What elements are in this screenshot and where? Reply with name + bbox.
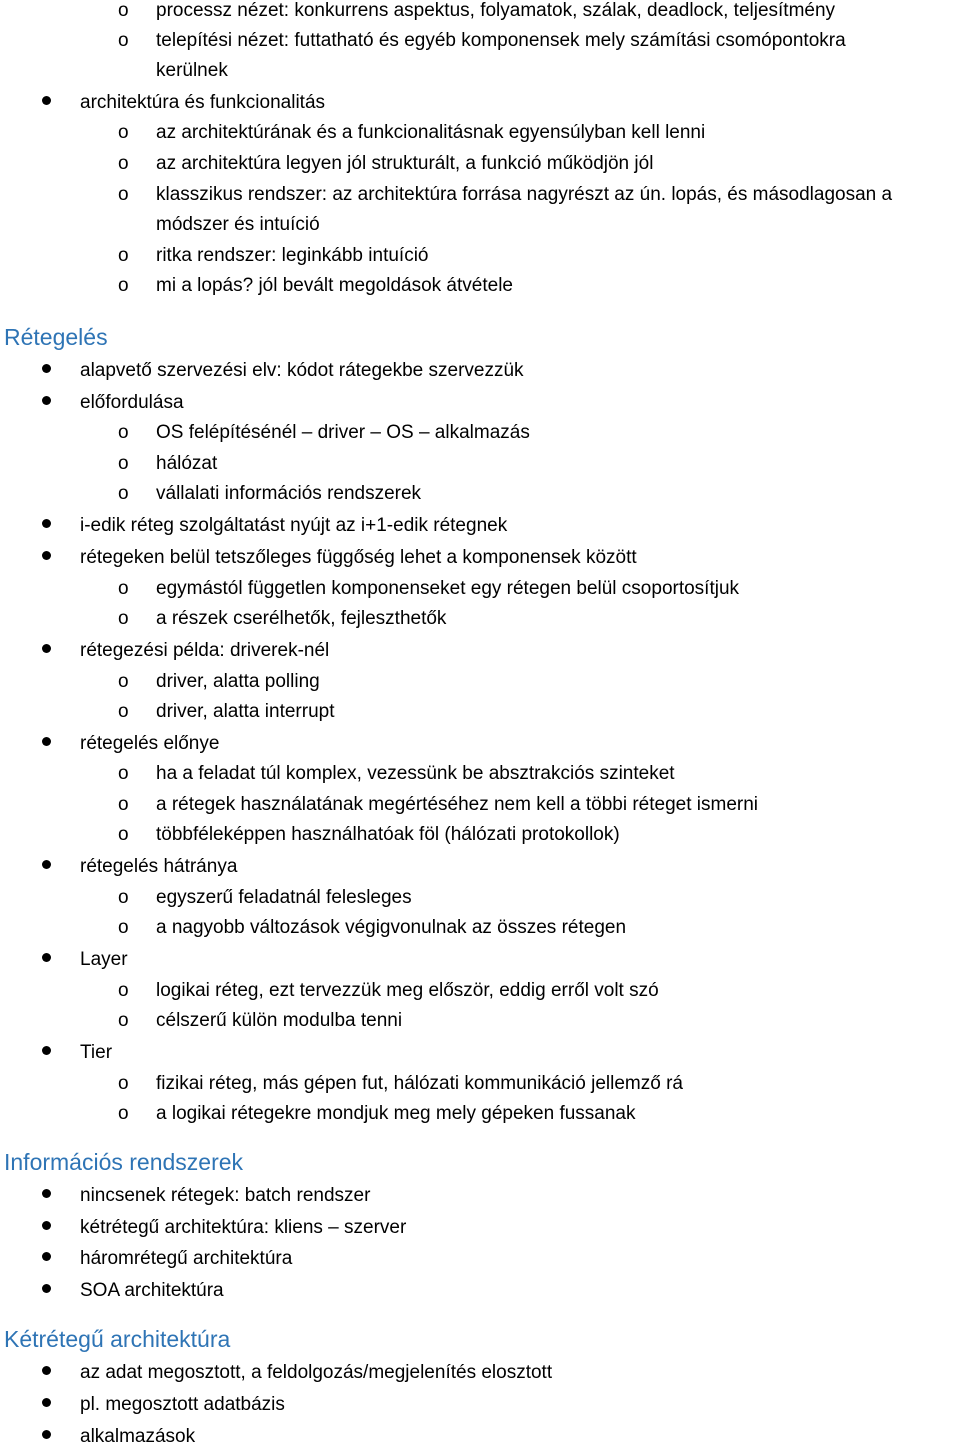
sub-bullet-marker: o bbox=[118, 422, 129, 443]
sub-bullet-marker: o bbox=[118, 1103, 129, 1124]
sub-bullet-item bbox=[0, 179, 960, 210]
item-text: egymástól független komponenseket egy rétegen belül csoportosítjuk bbox=[156, 578, 740, 599]
bullet-dot-icon bbox=[42, 728, 51, 759]
sub-bullet-marker: o bbox=[118, 917, 129, 938]
continuation-line bbox=[0, 209, 960, 240]
bullet-item bbox=[0, 851, 960, 882]
item-text: előfordulása bbox=[80, 392, 184, 413]
sub-bullet-marker: o bbox=[118, 671, 129, 692]
sub-bullet-item bbox=[0, 270, 960, 301]
sub-bullet-item bbox=[0, 417, 960, 448]
item-text: ritka rendszer: leginkább intuíció bbox=[156, 245, 429, 266]
bullet-item bbox=[0, 387, 960, 418]
bullet-item bbox=[0, 510, 960, 541]
sub-bullet-marker: o bbox=[118, 578, 129, 599]
sub-bullet-item bbox=[0, 1068, 960, 1099]
sub-bullet-marker: o bbox=[118, 245, 129, 266]
bullet-dot-icon bbox=[42, 387, 51, 418]
bullet-dot-icon bbox=[42, 1212, 51, 1243]
item-text: Tier bbox=[80, 1042, 113, 1063]
item-text: klasszikus rendszer: az architektúra forrása nagyrészt az ún. lopás, és másodlagosan a bbox=[156, 184, 893, 205]
bullet-item bbox=[0, 1389, 960, 1420]
bullet-item bbox=[0, 1180, 960, 1211]
sub-bullet-item bbox=[0, 975, 960, 1006]
item-text: rétegezési példa: driverek-nél bbox=[80, 640, 330, 661]
sub-bullet-item bbox=[0, 148, 960, 179]
bullet-item bbox=[0, 1037, 960, 1068]
item-text: célszerű külön modulba tenni bbox=[156, 1010, 403, 1031]
bullet-item bbox=[0, 1212, 960, 1243]
item-text: rétegelés hátránya bbox=[80, 856, 238, 877]
bullet-dot-icon bbox=[42, 1243, 51, 1274]
item-text: hálózat bbox=[156, 453, 218, 474]
bullet-item bbox=[0, 87, 960, 118]
sub-bullet-marker: o bbox=[118, 701, 129, 722]
sub-bullet-item bbox=[0, 1005, 960, 1036]
item-text: az architektúrának és a funkcionalitásnak egyensúlyban kell lenni bbox=[156, 122, 706, 143]
item-text: a rétegek használatának megértéséhez nem kell a többi réteget ismerni bbox=[156, 794, 759, 815]
sub-bullet-marker: o bbox=[118, 0, 129, 21]
sub-bullet-marker: o bbox=[118, 122, 129, 143]
bullet-item bbox=[0, 542, 960, 573]
item-text: ha a feladat túl komplex, vezessünk be absztrakciós szinteket bbox=[156, 763, 675, 784]
item-text: az adat megosztott, a feldolgozás/megjelenítés elosztott bbox=[80, 1362, 553, 1383]
bullet-dot-icon bbox=[42, 1389, 51, 1420]
sub-bullet-item bbox=[0, 912, 960, 943]
item-text: módszer és intuíció bbox=[156, 214, 320, 235]
bullet-dot-icon bbox=[42, 1275, 51, 1306]
item-text: az architektúra legyen jól strukturált, a funkció működjön jól bbox=[156, 153, 654, 174]
sub-bullet-marker: o bbox=[118, 608, 129, 629]
section-heading: Kétrétegű architektúra bbox=[4, 1326, 231, 1352]
item-text: architektúra és funkcionalitás bbox=[80, 92, 326, 113]
sub-bullet-item bbox=[0, 117, 960, 148]
sub-bullet-item bbox=[0, 0, 960, 26]
sub-bullet-item bbox=[0, 240, 960, 271]
sub-bullet-marker: o bbox=[118, 483, 129, 504]
bullet-dot-icon bbox=[42, 1180, 51, 1211]
item-text: kétrétegű architektúra: kliens – szerver bbox=[80, 1217, 407, 1238]
sub-bullet-marker: o bbox=[118, 887, 129, 908]
item-text: alkalmazások bbox=[80, 1426, 196, 1447]
sub-bullet-item bbox=[0, 25, 960, 56]
bullet-item bbox=[0, 1421, 960, 1452]
item-text: háromrétegű architektúra bbox=[80, 1248, 293, 1269]
bullet-item bbox=[0, 1357, 960, 1388]
section-heading: Rétegelés bbox=[4, 324, 108, 350]
item-text: alapvető szervezési elv: kódot rátegekbe szervezzük bbox=[80, 360, 524, 381]
sub-bullet-item bbox=[0, 573, 960, 604]
item-text: többféleképpen használhatóak föl (hálózati protokollok) bbox=[156, 824, 620, 845]
item-text: Layer bbox=[80, 949, 128, 970]
item-text: a logikai rétegekre mondjuk meg mely gépeken fussanak bbox=[156, 1103, 636, 1124]
item-text: processz nézet: konkurrens aspektus, folyamatok, szálak, deadlock, teljesítmény bbox=[156, 0, 836, 21]
bullet-dot-icon bbox=[42, 851, 51, 882]
bullet-dot-icon bbox=[42, 635, 51, 666]
sub-bullet-item bbox=[0, 819, 960, 850]
sub-bullet-marker: o bbox=[118, 30, 129, 51]
item-text: pl. megosztott adatbázis bbox=[80, 1394, 285, 1415]
item-text: driver, alatta interrupt bbox=[156, 701, 335, 722]
sub-bullet-item bbox=[0, 666, 960, 697]
item-text: a részek cserélhetők, fejleszthetők bbox=[156, 608, 447, 629]
sub-bullet-item bbox=[0, 758, 960, 789]
item-text: logikai réteg, ezt tervezzük meg először, eddig erről volt szó bbox=[156, 980, 659, 1001]
bullet-dot-icon bbox=[42, 944, 51, 975]
bullet-dot-icon bbox=[42, 542, 51, 573]
bullet-dot-icon bbox=[42, 1421, 51, 1452]
sub-bullet-item bbox=[0, 448, 960, 479]
sub-bullet-item bbox=[0, 882, 960, 913]
bullet-item bbox=[0, 944, 960, 975]
sub-bullet-marker: o bbox=[118, 184, 129, 205]
bullet-dot-icon bbox=[42, 87, 51, 118]
sub-bullet-item bbox=[0, 696, 960, 727]
item-text: fizikai réteg, más gépen fut, hálózati kommunikáció jellemző rá bbox=[156, 1073, 683, 1094]
item-text: nincsenek rétegek: batch rendszer bbox=[80, 1185, 371, 1206]
sub-bullet-marker: o bbox=[118, 1010, 129, 1031]
item-text: i-edik réteg szolgáltatást nyújt az i+1-edik rétegnek bbox=[80, 515, 508, 536]
sub-bullet-marker: o bbox=[118, 763, 129, 784]
sub-bullet-item bbox=[0, 603, 960, 634]
sub-bullet-marker: o bbox=[118, 153, 129, 174]
bullet-item bbox=[0, 1243, 960, 1274]
item-text: kerülnek bbox=[156, 60, 228, 81]
item-text: driver, alatta polling bbox=[156, 671, 320, 692]
bullet-item bbox=[0, 355, 960, 386]
section-heading: Információs rendszerek bbox=[4, 1149, 244, 1175]
bullet-item bbox=[0, 728, 960, 759]
bullet-dot-icon bbox=[42, 510, 51, 541]
item-text: OS felépítésénél – driver – OS – alkalmazás bbox=[156, 422, 530, 443]
bullet-dot-icon bbox=[42, 1037, 51, 1068]
sub-bullet-marker: o bbox=[118, 980, 129, 1001]
sub-bullet-marker: o bbox=[118, 794, 129, 815]
bullet-item bbox=[0, 635, 960, 666]
sub-bullet-item bbox=[0, 478, 960, 509]
sub-bullet-item bbox=[0, 1098, 960, 1129]
item-text: vállalati információs rendszerek bbox=[156, 483, 422, 504]
continuation-line bbox=[0, 55, 960, 86]
item-text: egyszerű feladatnál felesleges bbox=[156, 887, 412, 908]
bullet-dot-icon bbox=[42, 1357, 51, 1388]
item-text: SOA architektúra bbox=[80, 1280, 224, 1301]
sub-bullet-item bbox=[0, 789, 960, 820]
bullet-dot-icon bbox=[42, 355, 51, 386]
sub-bullet-marker: o bbox=[118, 453, 129, 474]
bullet-item bbox=[0, 1275, 960, 1306]
sub-bullet-marker: o bbox=[118, 1073, 129, 1094]
item-text: a nagyobb változások végigvonulnak az összes rétegen bbox=[156, 917, 627, 938]
item-text: rétegeken belül tetszőleges függőség lehet a komponensek között bbox=[80, 547, 637, 568]
sub-bullet-marker: o bbox=[118, 275, 129, 296]
item-text: mi a lopás? jól bevált megoldások átvétele bbox=[156, 275, 513, 296]
sub-bullet-marker: o bbox=[118, 824, 129, 845]
item-text: rétegelés előnye bbox=[80, 733, 220, 754]
item-text: telepítési nézet: futtatható és egyéb komponensek mely számítási csomópontokra bbox=[156, 30, 846, 51]
